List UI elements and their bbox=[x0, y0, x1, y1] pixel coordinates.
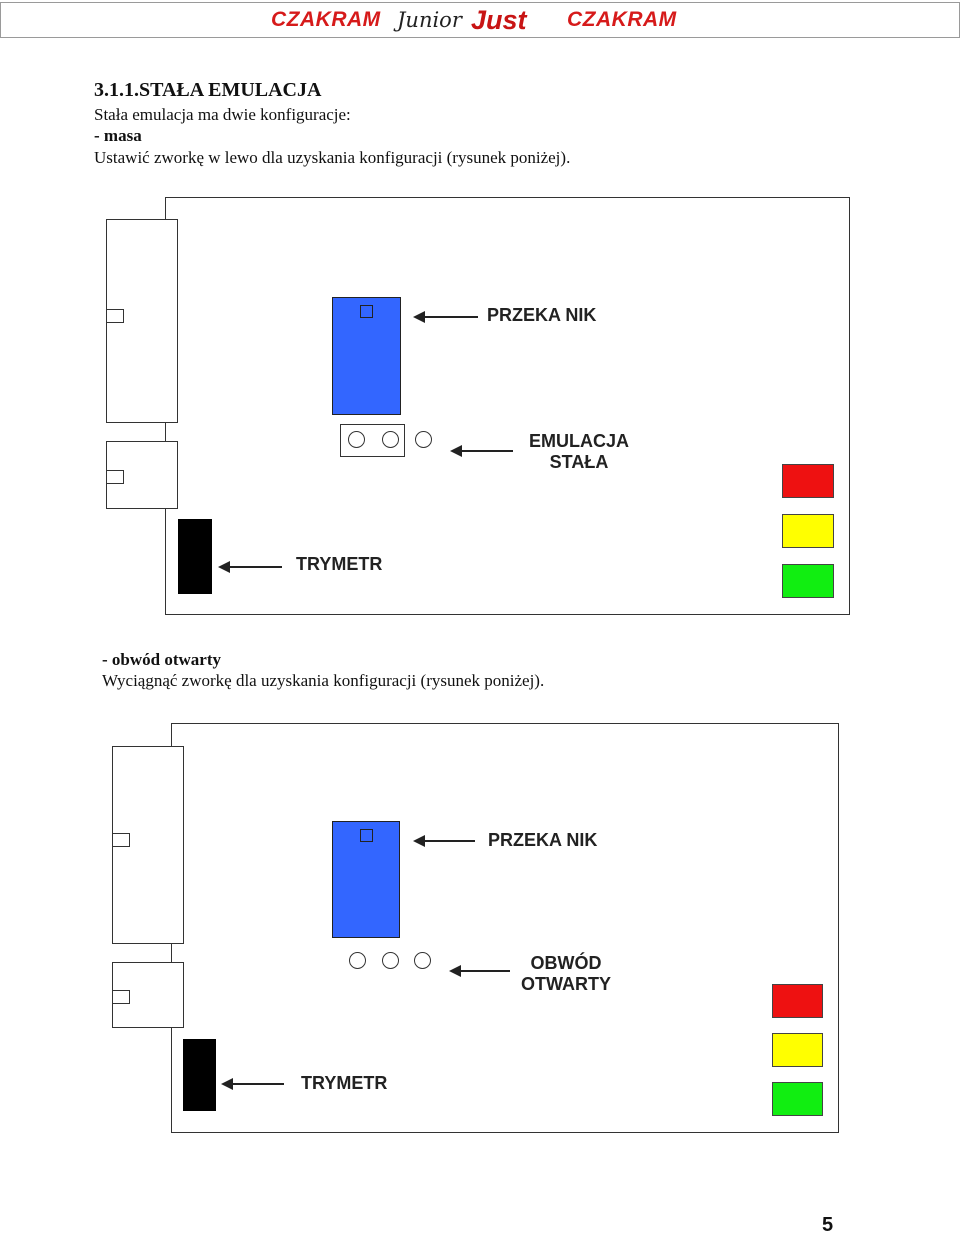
connector-notch bbox=[106, 470, 124, 484]
led-green bbox=[782, 564, 834, 598]
option-open-label: - obwód otwarty bbox=[102, 650, 221, 669]
trimmer bbox=[183, 1039, 216, 1111]
arrow-left-icon bbox=[424, 840, 475, 842]
just-logo: Just bbox=[471, 5, 527, 35]
led-red bbox=[782, 464, 834, 498]
page-number: 5 bbox=[822, 1214, 834, 1236]
connector-notch bbox=[112, 990, 130, 1004]
jumper-pin bbox=[382, 431, 399, 448]
trimmer bbox=[178, 519, 212, 594]
circuit-board bbox=[171, 723, 839, 1133]
czakram-logo-right: CZAKRAM bbox=[567, 8, 677, 31]
connector-notch bbox=[112, 833, 130, 847]
jumper-pin bbox=[415, 431, 432, 448]
arrow-left-icon bbox=[424, 316, 478, 318]
circuit-board bbox=[165, 197, 850, 615]
switch-pin1-marker bbox=[360, 829, 373, 842]
led-yellow bbox=[782, 514, 834, 548]
arrow-left-icon bbox=[461, 450, 513, 452]
led-green bbox=[772, 1082, 823, 1116]
czakram-logo-left: CZAKRAM bbox=[271, 8, 381, 31]
option-open-text: Wyciągnąć zworkę dla uzyskania konfiguracji (rysunek poniżej). bbox=[102, 671, 545, 690]
jumper-label bbox=[510, 953, 622, 995]
led-yellow bbox=[772, 1033, 823, 1067]
jumper-label-line2: STAŁA bbox=[549, 452, 609, 472]
jumper-pin bbox=[382, 952, 399, 969]
jumper-pin bbox=[349, 952, 366, 969]
connector-notch bbox=[106, 309, 124, 323]
arrow-left-icon bbox=[229, 566, 282, 568]
led-red bbox=[772, 984, 823, 1018]
arrow-left-icon bbox=[232, 1083, 284, 1085]
trimmer-label: TRYMETR bbox=[296, 554, 383, 574]
trimmer-label: TRYMETR bbox=[301, 1073, 388, 1093]
switch-pin1-marker bbox=[360, 305, 373, 318]
option-masa-label: - masa bbox=[94, 126, 142, 145]
jumper-pin bbox=[348, 431, 365, 448]
jumper-pin bbox=[414, 952, 431, 969]
arrow-left-icon bbox=[460, 970, 510, 972]
jumper-label bbox=[520, 431, 638, 473]
switch-label: PRZEKA NIK bbox=[487, 305, 597, 325]
section-heading: 3.1.1.STAŁA EMULACJA bbox=[94, 79, 322, 101]
jumper-label-line1: OBWÓD bbox=[530, 953, 602, 973]
switch-label: PRZEKA NIK bbox=[488, 830, 598, 850]
section-intro: Stała emulacja ma dwie konfiguracje: bbox=[94, 105, 351, 124]
junior-logo: Junior bbox=[397, 8, 462, 32]
option-masa-text: Ustawić zworkę w lewo dla uzyskania konfiguracji (rysunek poniżej). bbox=[94, 148, 571, 167]
jumper-label-line2: OTWARTY bbox=[521, 974, 611, 994]
page-header bbox=[0, 2, 960, 38]
jumper-label-line1: EMULACJA bbox=[528, 431, 629, 451]
